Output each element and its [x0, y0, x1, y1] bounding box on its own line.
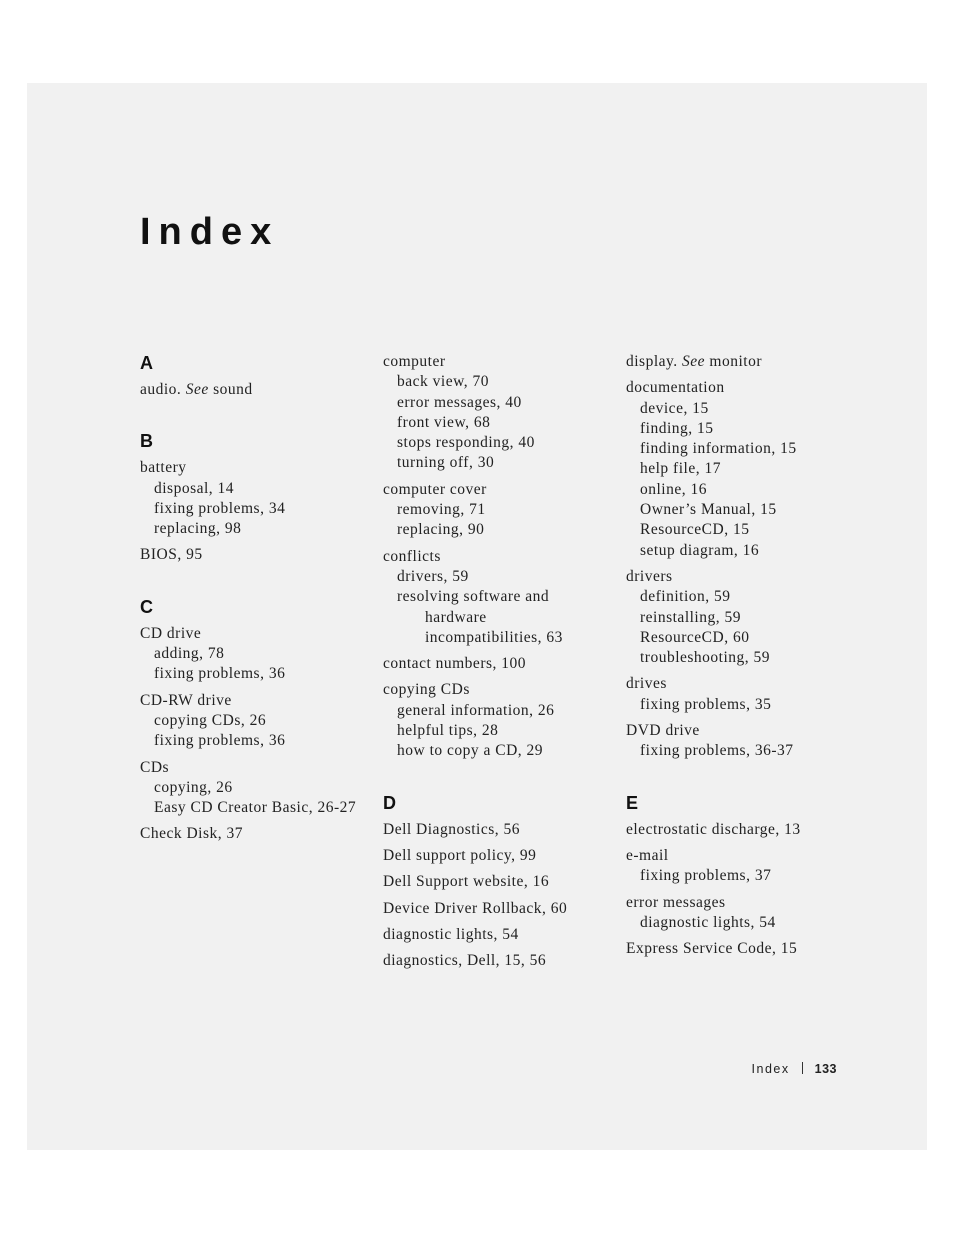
sub-entry: finding information, 15 — [640, 440, 797, 458]
entry-text: battery — [140, 459, 187, 477]
entry-term — [383, 352, 613, 372]
index-entry — [626, 567, 856, 668]
sub-entry: helpful tips, 28 — [397, 722, 499, 740]
sub-entry: definition, 59 — [640, 588, 731, 606]
entry-text: error messages — [626, 893, 726, 911]
entry-term — [626, 846, 856, 866]
sub-entry: general information, 26 — [397, 701, 555, 719]
index-entry — [383, 951, 613, 971]
sub-entry: turning off, 30 — [397, 454, 495, 472]
entry-text: CD drive — [140, 624, 202, 642]
index-entry — [140, 691, 370, 752]
index-column-1 — [140, 352, 370, 875]
entry-term — [383, 899, 613, 919]
index-entry — [140, 824, 370, 844]
entry-term — [383, 872, 613, 892]
sub-entry: fixing problems, 36 — [154, 732, 286, 750]
entry-text: DVD drive — [626, 722, 700, 740]
entry-term — [626, 567, 856, 587]
entry-term — [626, 820, 856, 840]
entry-text: Dell support policy, 99 — [383, 846, 537, 864]
entry-term — [140, 380, 370, 400]
index-entry — [383, 846, 613, 866]
sub-entry: help file, 17 — [640, 460, 721, 478]
entry-term — [383, 480, 613, 500]
sub-entry: replacing, 90 — [397, 521, 485, 539]
index-entry — [140, 458, 370, 539]
entry-term — [140, 758, 370, 778]
page-footer — [752, 1062, 837, 1076]
sub-entry: diagnostic lights, 54 — [640, 913, 776, 931]
index-section — [626, 352, 856, 762]
sub-entry: setup diagram, 16 — [640, 541, 760, 559]
index-entry — [383, 547, 613, 648]
index-section — [140, 596, 370, 845]
entry-text: Express Service Code, 15 — [626, 940, 798, 958]
page-number: 133 — [814, 1062, 837, 1076]
index-entry — [140, 624, 370, 685]
entry-text: copying CDs — [383, 681, 470, 699]
entry-term — [626, 674, 856, 694]
index-column-3 — [626, 352, 856, 989]
entry-text: CDs — [140, 758, 170, 776]
sub-entry: drivers, 59 — [397, 567, 469, 585]
entry-text: computer cover — [383, 480, 487, 498]
sub-entry: Owner’s Manual, 15 — [640, 501, 777, 519]
index-section — [140, 352, 370, 400]
index-section — [140, 430, 370, 565]
see-reference: See — [682, 353, 706, 370]
index-section — [626, 792, 856, 960]
entry-text: diagnostics, Dell, 15, 56 — [383, 952, 547, 970]
entry-term — [140, 691, 370, 711]
index-entry — [383, 925, 613, 945]
sub-entry: fixing problems, 37 — [640, 867, 772, 885]
entry-text: Device Driver Rollback, 60 — [383, 899, 568, 917]
section-letter: A — [140, 353, 153, 373]
sub-entry: troubleshooting, 59 — [640, 649, 771, 667]
index-entry — [626, 721, 856, 762]
entry-text: audio. — [140, 381, 186, 398]
index-entry — [383, 680, 613, 761]
sub-entry: fixing problems, 34 — [154, 499, 286, 517]
index-column-2 — [383, 352, 613, 1001]
entry-term — [626, 352, 856, 372]
footer-divider — [802, 1062, 803, 1074]
index-entry — [626, 674, 856, 715]
sub-entry: fixing problems, 36 — [154, 665, 286, 683]
sub-entry: fixing problems, 36-37 — [640, 742, 794, 760]
entry-text: BIOS, 95 — [140, 546, 203, 564]
section-letter: B — [140, 431, 153, 452]
entry-text: contact numbers, 100 — [383, 655, 527, 673]
index-entry — [626, 378, 856, 561]
section-letter: D — [383, 792, 396, 813]
sub-entry: device, 15 — [640, 399, 709, 417]
index-entry — [383, 899, 613, 919]
entry-text: drives — [626, 675, 667, 693]
entry-term — [626, 721, 856, 741]
index-entry — [626, 352, 856, 372]
index-section — [383, 792, 613, 972]
index-entry — [383, 820, 613, 840]
index-entry — [626, 893, 856, 934]
footer-label: Index — [751, 1062, 790, 1076]
sub-entry: stops responding, 40 — [397, 434, 535, 452]
entry-text: drivers — [626, 567, 673, 585]
entry-text: e-mail — [626, 846, 669, 864]
entry-term — [140, 624, 370, 644]
entry-term — [383, 951, 613, 971]
index-entry — [383, 872, 613, 892]
index-entry — [140, 380, 370, 400]
section-letter: C — [140, 596, 153, 617]
sub-entry: error messages, 40 — [397, 393, 522, 411]
sub-entry: copying CDs, 26 — [154, 711, 267, 729]
index-entry — [626, 939, 856, 959]
entry-text: conflicts — [383, 547, 441, 565]
entry-text: electrostatic discharge, 13 — [626, 820, 801, 838]
entry-term — [140, 458, 370, 478]
sub-entry: replacing, 98 — [154, 520, 242, 538]
index-entry — [626, 846, 856, 887]
sub-entry-continuation: hardware — [425, 608, 487, 626]
index-entry — [626, 820, 856, 840]
sub-entry: removing, 71 — [397, 501, 486, 519]
index-entry — [383, 352, 613, 474]
sub-entry: disposal, 14 — [154, 479, 235, 497]
entry-text: display. — [626, 353, 683, 370]
entry-text: Dell Support website, 16 — [383, 873, 550, 891]
entry-term — [383, 654, 613, 674]
entry-term — [383, 925, 613, 945]
sub-entry: adding, 78 — [154, 645, 225, 663]
sub-entry: online, 16 — [640, 480, 707, 498]
entry-term — [626, 378, 856, 398]
entry-term — [140, 824, 370, 844]
entry-term — [626, 893, 856, 913]
entry-text: computer — [383, 353, 446, 370]
index-entry — [383, 480, 613, 541]
sub-entry: reinstalling, 59 — [640, 608, 741, 626]
sub-entry-continuation: incompatibilities, 63 — [425, 628, 563, 646]
page-title: Index — [140, 211, 280, 253]
index-entry — [383, 654, 613, 674]
entry-term — [383, 820, 613, 840]
sub-entry: how to copy a CD, 29 — [397, 742, 544, 760]
see-reference: See — [185, 381, 209, 398]
entry-term — [383, 547, 613, 567]
entry-term — [140, 545, 370, 565]
entry-term — [383, 846, 613, 866]
sub-entry: fixing problems, 35 — [640, 695, 772, 713]
entry-text: Dell Diagnostics, 56 — [383, 820, 520, 838]
sub-entry: front view, 68 — [397, 413, 491, 431]
entry-term — [383, 680, 613, 700]
sub-entry: Easy CD Creator Basic, 26-27 — [154, 799, 357, 817]
sub-entry: finding, 15 — [640, 419, 714, 437]
sub-entry: ResourceCD, 60 — [640, 628, 750, 646]
sub-entry: back view, 70 — [397, 373, 490, 391]
entry-text: Check Disk, 37 — [140, 825, 244, 843]
entry-text: diagnostic lights, 54 — [383, 925, 519, 943]
sub-entry: resolving software and — [397, 588, 550, 606]
see-target: monitor — [705, 353, 763, 370]
index-entry — [140, 758, 370, 819]
entry-text: documentation — [626, 379, 725, 397]
section-letter: E — [626, 792, 639, 813]
sub-entry: copying, 26 — [154, 778, 233, 796]
sub-entry: ResourceCD, 15 — [640, 521, 750, 539]
entry-term — [626, 939, 856, 959]
entry-text: CD-RW drive — [140, 691, 232, 709]
see-target: sound — [208, 381, 253, 398]
index-entry — [140, 545, 370, 565]
index-section — [383, 352, 613, 762]
